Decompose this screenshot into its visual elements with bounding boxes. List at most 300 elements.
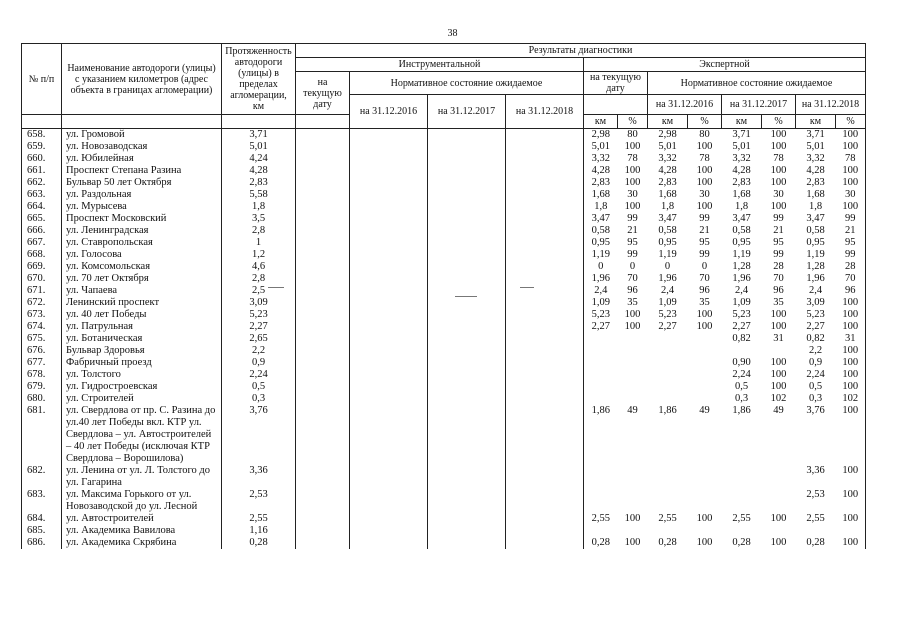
value-km: 2,4: [660, 285, 675, 296]
instrumental-empty-cell: [296, 261, 350, 273]
header-pct: %: [762, 115, 796, 129]
instrumental-empty-cell: [506, 129, 584, 142]
row-number: 673.: [22, 309, 62, 321]
instrumental-empty-cell: [506, 321, 584, 333]
road-name: Проспект Степана Разина: [62, 165, 222, 177]
header-km: км: [796, 115, 836, 129]
value-km: 2,98: [658, 129, 677, 140]
road-length: 4,6: [222, 261, 296, 273]
value-km: 1,68: [658, 189, 677, 200]
instrumental-empty-cell: [506, 141, 584, 153]
table-row: [22, 201, 866, 213]
instrumental-empty-cell: [506, 465, 584, 489]
scan-mark: [268, 287, 284, 288]
value-km: 3,47: [591, 213, 610, 224]
value-pct: 80: [699, 129, 710, 140]
instrumental-empty-cell: [506, 177, 584, 189]
table-row: [22, 297, 866, 309]
instrumental-empty-cell: [428, 129, 506, 142]
road-name: ул. Раздольная: [62, 189, 222, 201]
value-km: 1,96: [806, 273, 825, 284]
road-name: ул. Максима Горького от ул. Новозаводской до ул. Лесной: [62, 489, 222, 513]
value-km: 5,01: [806, 141, 825, 152]
value-pct: [618, 489, 648, 513]
row-number: 669.: [22, 261, 62, 273]
header-normative-instr: Нормативное состояние ожидаемое: [350, 72, 584, 95]
value-km: [584, 369, 618, 381]
road-name: Фабричный проезд: [62, 357, 222, 369]
instrumental-empty-cell: [350, 201, 428, 213]
row-number: 676.: [22, 345, 62, 357]
road-name: Проспект Московский: [62, 213, 222, 225]
header-current-instr: на текущую дату: [296, 72, 350, 115]
value-pct: 21: [627, 225, 638, 236]
value-km: 3,71: [806, 129, 825, 140]
road-name: ул. Патрульная: [62, 321, 222, 333]
instrumental-empty-cell: [350, 537, 428, 550]
value-pct: 100: [624, 177, 641, 188]
value-pct: 100: [836, 177, 866, 189]
instrumental-empty-cell: [296, 237, 350, 249]
value-km: 2,27: [658, 321, 677, 332]
value-pct: 100: [836, 537, 866, 550]
value-pct: [688, 525, 722, 537]
instrumental-empty-cell: [350, 141, 428, 153]
road-length: 2,5: [222, 285, 296, 297]
instrumental-empty-cell: [428, 165, 506, 177]
value-pct: 78: [773, 153, 784, 164]
value-pct: 100: [836, 321, 866, 333]
value-pct: [688, 357, 722, 369]
instrumental-empty-cell: [428, 225, 506, 237]
value-pct: [836, 525, 866, 537]
table-row: [22, 465, 866, 489]
instrumental-empty-cell: [296, 249, 350, 261]
header-instr-2016: на 31.12.2016: [350, 95, 428, 129]
road-name: ул. Автостроителей: [62, 513, 222, 525]
value-km: 1,19: [591, 249, 610, 260]
value-km: 5,23: [591, 309, 610, 320]
value-pct: 100: [770, 201, 787, 212]
row-number: 671.: [22, 285, 62, 297]
table-row: [22, 129, 866, 142]
row-number: 678.: [22, 369, 62, 381]
value-km: 2,83: [591, 177, 610, 188]
value-pct: 100: [696, 321, 713, 332]
road-name: ул. Академика Скрябина: [62, 537, 222, 550]
instrumental-empty-cell: [350, 489, 428, 513]
value-pct: 31: [836, 333, 866, 345]
instrumental-empty-cell: [428, 345, 506, 357]
row-number: 665.: [22, 213, 62, 225]
value-km: 0,28: [796, 537, 836, 550]
value-pct: [762, 345, 796, 357]
row-number: 672.: [22, 297, 62, 309]
value-km: [584, 393, 618, 405]
value-pct: [618, 333, 648, 345]
value-km: 1,8: [734, 201, 749, 212]
value-pct: 100: [624, 165, 641, 176]
scan-mark: [520, 287, 534, 288]
row-number: 664.: [22, 201, 62, 213]
value-km: 3,47: [658, 213, 677, 224]
value-km: 1,86: [732, 405, 751, 416]
road-length: 3,71: [222, 129, 296, 142]
instrumental-empty-cell: [296, 201, 350, 213]
instrumental-empty-cell: [350, 213, 428, 225]
instrumental-empty-cell: [350, 333, 428, 345]
road-length: 4,28: [222, 165, 296, 177]
value-km: 1,8: [660, 201, 675, 212]
instrumental-empty-cell: [428, 189, 506, 201]
road-length: 2,8: [222, 225, 296, 237]
value-pct: 100: [836, 405, 866, 465]
table-row: [22, 537, 866, 550]
header-expert: Экспертной: [584, 58, 866, 72]
row-number: 659.: [22, 141, 62, 153]
instrumental-empty-cell: [350, 297, 428, 309]
instrumental-empty-cell: [296, 297, 350, 309]
value-pct: [618, 465, 648, 489]
instrumental-empty-cell: [428, 141, 506, 153]
road-length: 0,28: [222, 537, 296, 550]
value-km: 3,36: [806, 465, 825, 476]
value-km: [584, 381, 618, 393]
header-exp-2017: на 31.12.2017: [722, 95, 796, 115]
value-km: [722, 465, 762, 489]
value-pct: 100: [770, 381, 787, 392]
road-length: 2,55: [222, 513, 296, 525]
value-pct: [618, 393, 648, 405]
row-number: 668.: [22, 249, 62, 261]
value-km: 1,09: [658, 297, 677, 308]
value-km: 5,01: [658, 141, 677, 152]
header-exp-2016: на 31.12.2016: [648, 95, 722, 115]
road-length: 1,16: [222, 525, 296, 537]
value-pct: 28: [836, 261, 866, 273]
road-name: ул. Юбилейная: [62, 153, 222, 165]
value-pct: 100: [836, 129, 866, 142]
value-km: 2,53: [806, 489, 825, 500]
instrumental-empty-cell: [350, 357, 428, 369]
scan-mark: [455, 296, 477, 297]
row-number: 663.: [22, 189, 62, 201]
value-km: 0,28: [584, 537, 618, 550]
value-km: 2,4: [734, 285, 749, 296]
instrumental-empty-cell: [506, 357, 584, 369]
instrumental-empty-cell: [506, 525, 584, 537]
instrumental-empty-cell: [296, 537, 350, 550]
value-pct: 35: [773, 297, 784, 308]
header-km: км: [648, 115, 688, 129]
header-normative-exp: Нормативное состояние ожидаемое: [648, 72, 866, 95]
instrumental-empty-cell: [296, 345, 350, 357]
value-pct: 49: [627, 405, 638, 416]
instrumental-empty-cell: [506, 405, 584, 465]
instrumental-empty-cell: [428, 333, 506, 345]
road-name: ул. Свердлова от пр. С. Разина до ул.40 лет Победы вкл. КТР ул. Свердлова – ул. Автостроителей – 40 лет Победы (исключая КТР Свердлова – Ворошилова): [62, 405, 222, 465]
value-pct: 21: [699, 225, 710, 236]
value-pct: 100: [836, 309, 866, 321]
value-pct: [618, 357, 648, 369]
value-km: 2,27: [806, 321, 825, 332]
table-row: [22, 189, 866, 201]
value-pct: 99: [836, 213, 866, 225]
instrumental-empty-cell: [428, 465, 506, 489]
instrumental-empty-cell: [506, 381, 584, 393]
value-km: 0,58: [591, 225, 610, 236]
table-body: [22, 129, 866, 550]
table-row: [22, 321, 866, 333]
road-length: 1,8: [222, 201, 296, 213]
value-pct: 30: [699, 189, 710, 200]
instrumental-empty-cell: [296, 333, 350, 345]
value-pct: [618, 525, 648, 537]
value-km: 0,9: [808, 357, 823, 368]
road-length: 0,3: [222, 393, 296, 405]
instrumental-empty-cell: [350, 525, 428, 537]
value-km: 1,28: [806, 261, 825, 272]
value-km: 2,83: [732, 177, 751, 188]
table-row: [22, 177, 866, 189]
instrumental-empty-cell: [506, 237, 584, 249]
value-pct: 100: [836, 141, 866, 153]
instrumental-empty-cell: [350, 225, 428, 237]
value-km: 0,58: [806, 225, 825, 236]
instrumental-empty-cell: [506, 189, 584, 201]
value-pct: 49: [773, 405, 784, 416]
value-km: 5,01: [732, 141, 751, 152]
value-pct: 0: [629, 261, 636, 272]
value-km: 0: [598, 261, 604, 272]
value-km: 1,86: [591, 405, 610, 416]
instrumental-empty-cell: [428, 153, 506, 165]
header-num: № п/п: [22, 44, 62, 115]
value-km: 3,32: [658, 153, 677, 164]
instrumental-empty-cell: [506, 333, 584, 345]
header-results: Результаты диагностики: [296, 44, 866, 58]
value-pct: 0: [701, 261, 708, 272]
value-pct: 96: [699, 285, 710, 296]
row-number: 682.: [22, 465, 62, 489]
row-number: 683.: [22, 489, 62, 513]
instrumental-empty-cell: [296, 153, 350, 165]
value-pct: 31: [773, 333, 784, 344]
header-instr-2018: на 31.12.2018: [506, 95, 584, 129]
page-number: 38: [447, 28, 458, 39]
instrumental-empty-cell: [296, 513, 350, 525]
value-km: [648, 489, 688, 513]
instrumental-empty-cell: [296, 165, 350, 177]
value-pct: [618, 369, 648, 381]
instrumental-empty-cell: [296, 357, 350, 369]
value-pct: 95: [627, 237, 638, 248]
header-name: Наименование автодороги (улицы) с указанием километров (адрес объекта в границах агломерации): [62, 44, 222, 115]
road-length: 2,8: [222, 273, 296, 285]
instrumental-empty-cell: [428, 537, 506, 550]
value-km: 2,83: [806, 177, 825, 188]
instrumental-empty-cell: [350, 369, 428, 381]
instrumental-empty-cell: [428, 297, 506, 309]
instrumental-empty-cell: [296, 141, 350, 153]
row-number: 666.: [22, 225, 62, 237]
value-km: 5,23: [732, 309, 751, 320]
header-instrumental: Инструментальной: [296, 58, 584, 72]
value-km: 5,01: [591, 141, 610, 152]
value-pct: [688, 381, 722, 393]
instrumental-empty-cell: [350, 465, 428, 489]
value-km: 2,55: [806, 513, 825, 524]
value-pct: 100: [624, 321, 641, 332]
road-length: 5,01: [222, 141, 296, 153]
road-length: 4,24: [222, 153, 296, 165]
header-pct: %: [836, 115, 866, 129]
value-km: [722, 489, 762, 513]
value-km: 0,95: [591, 237, 610, 248]
value-pct: 70: [773, 273, 784, 284]
table-row: [22, 165, 866, 177]
value-pct: 99: [627, 249, 638, 260]
value-km: 0,95: [806, 237, 825, 248]
value-pct: 100: [836, 489, 866, 513]
row-number: 660.: [22, 153, 62, 165]
instrumental-empty-cell: [428, 393, 506, 405]
instrumental-empty-cell: [506, 201, 584, 213]
value-pct: 100: [696, 165, 713, 176]
table-row: [22, 225, 866, 237]
instrumental-empty-cell: [506, 153, 584, 165]
road-length: 1,2: [222, 249, 296, 261]
instrumental-empty-cell: [506, 369, 584, 381]
row-number: 674.: [22, 321, 62, 333]
instrumental-empty-cell: [506, 309, 584, 321]
value-km: 1,96: [732, 273, 751, 284]
value-km: 2,4: [594, 285, 608, 296]
value-pct: 100: [836, 357, 866, 369]
value-pct: 80: [627, 129, 638, 140]
value-km: 3,32: [806, 153, 825, 164]
value-pct: 99: [773, 249, 784, 260]
table-row: [22, 345, 866, 357]
instrumental-empty-cell: [506, 261, 584, 273]
road-name: Бульвар 50 лет Октября: [62, 177, 222, 189]
instrumental-empty-cell: [350, 189, 428, 201]
value-pct: 100: [624, 309, 641, 320]
diagnostics-table: [21, 43, 866, 550]
value-km: 1,68: [806, 189, 825, 200]
instrumental-empty-cell: [350, 309, 428, 321]
road-name: ул. Ленинградская: [62, 225, 222, 237]
value-pct: 100: [836, 165, 866, 177]
value-km: [648, 333, 688, 345]
value-km: 2,24: [806, 369, 825, 380]
row-number: 680.: [22, 393, 62, 405]
value-km: 1,19: [658, 249, 677, 260]
value-pct: 21: [773, 225, 784, 236]
value-pct: 30: [627, 189, 638, 200]
table-row: [22, 273, 866, 285]
value-km: 2,4: [808, 285, 823, 296]
instrumental-empty-cell: [506, 225, 584, 237]
instrumental-empty-cell: [350, 129, 428, 142]
instrumental-empty-cell: [428, 237, 506, 249]
table-row: [22, 249, 866, 261]
value-pct: 35: [627, 297, 638, 308]
table-row: [22, 141, 866, 153]
value-km: 0,3: [808, 393, 823, 404]
value-pct: 100: [762, 537, 796, 550]
instrumental-empty-cell: [296, 189, 350, 201]
value-km: 0,5: [734, 381, 749, 392]
value-km: 0,5: [808, 381, 823, 392]
instrumental-empty-cell: [296, 369, 350, 381]
value-km: 4,28: [732, 165, 751, 176]
road-length: 2,53: [222, 489, 296, 513]
road-name: ул. Новозаводская: [62, 141, 222, 153]
road-length: 0,9: [222, 357, 296, 369]
value-km: 0,90: [732, 357, 751, 368]
value-km: 1,09: [591, 297, 610, 308]
row-number: 686.: [22, 537, 62, 550]
instrumental-empty-cell: [428, 273, 506, 285]
instrumental-empty-cell: [428, 369, 506, 381]
value-km: [584, 525, 618, 537]
instrumental-empty-cell: [506, 273, 584, 285]
value-km: 2,55: [658, 513, 677, 524]
value-km: 0,28: [648, 537, 688, 550]
road-name: ул. Мурысева: [62, 201, 222, 213]
table-row: [22, 525, 866, 537]
value-pct: 78: [699, 153, 710, 164]
value-pct: 100: [624, 141, 641, 152]
value-km: 0,58: [658, 225, 677, 236]
value-pct: 100: [688, 537, 722, 550]
header-length: Протяженность автодороги (улицы) в пределах агломерации, км: [222, 44, 296, 115]
value-pct: 100: [770, 513, 787, 524]
value-km: 1,8: [808, 201, 823, 212]
value-pct: 100: [770, 357, 787, 368]
instrumental-empty-cell: [428, 525, 506, 537]
instrumental-empty-cell: [296, 273, 350, 285]
instrumental-empty-cell: [350, 273, 428, 285]
instrumental-empty-cell: [296, 489, 350, 513]
instrumental-empty-cell: [428, 405, 506, 465]
value-km: [648, 369, 688, 381]
row-number: 681.: [22, 405, 62, 465]
instrumental-empty-cell: [428, 177, 506, 189]
value-pct: [688, 465, 722, 489]
header-current-exp: на текущую дату: [584, 72, 648, 95]
value-km: 4,28: [591, 165, 610, 176]
table-row: [22, 333, 866, 345]
value-pct: 21: [836, 225, 866, 237]
value-km: [722, 525, 762, 537]
value-km: 1,09: [732, 297, 751, 308]
road-name: ул. Гидростроевская: [62, 381, 222, 393]
row-number: 675.: [22, 333, 62, 345]
instrumental-empty-cell: [296, 213, 350, 225]
value-km: 4,28: [806, 165, 825, 176]
road-name: ул. 40 лет Победы: [62, 309, 222, 321]
value-pct: 100: [618, 537, 648, 550]
instrumental-empty-cell: [506, 165, 584, 177]
road-name: ул. Ботаническая: [62, 333, 222, 345]
value-pct: 70: [836, 273, 866, 285]
value-pct: [688, 345, 722, 357]
value-km: 1,96: [591, 273, 610, 284]
value-km: [648, 357, 688, 369]
road-length: 5,23: [222, 309, 296, 321]
